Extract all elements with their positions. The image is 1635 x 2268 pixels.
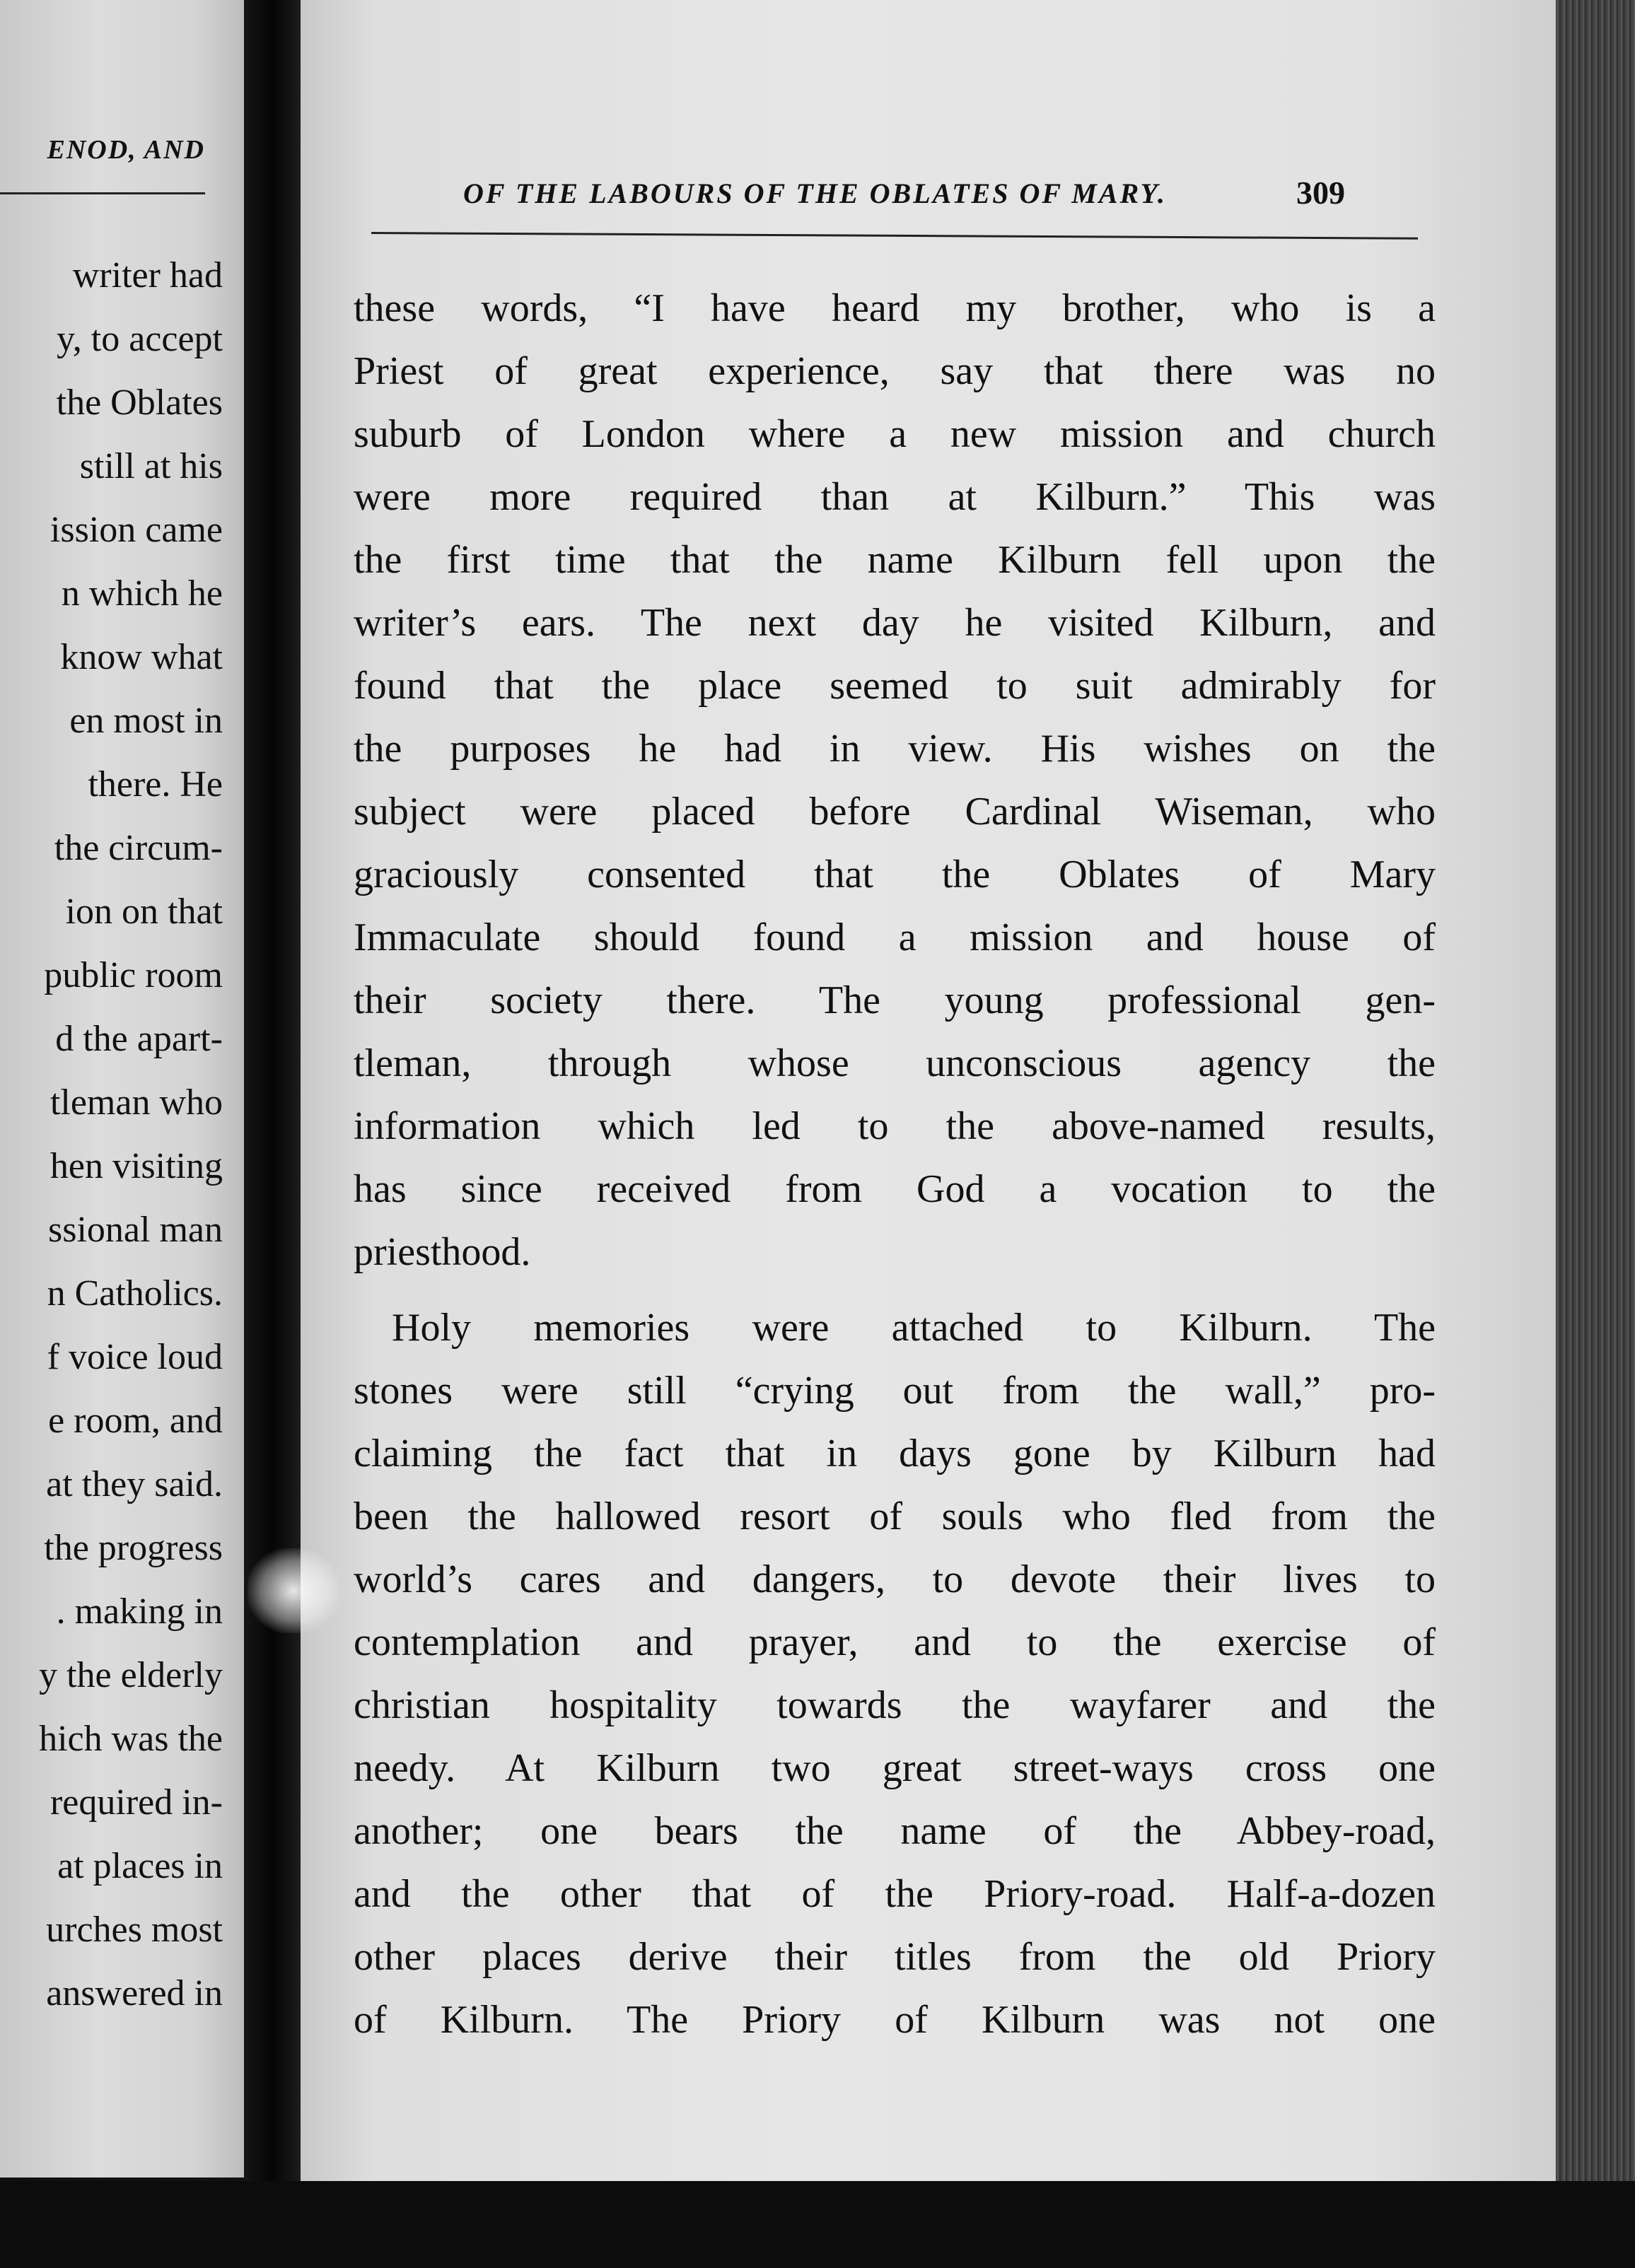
text-line: and the other that of the Priory-road. Half-a-dozen bbox=[354, 1872, 1436, 1916]
scan-bottom-shadow bbox=[0, 2181, 1635, 2268]
text-line: priesthood. bbox=[354, 1230, 531, 1274]
left-text-line: ssional man bbox=[48, 1210, 223, 1250]
text-line: Holy memories were attached to Kilburn. The bbox=[392, 1306, 1436, 1350]
text-line: christian hospitality towards the wayfarer and the bbox=[354, 1683, 1436, 1727]
running-head: OF THE LABOURS OF THE OBLATES OF MARY. bbox=[463, 177, 1167, 209]
paper-stain bbox=[248, 1548, 339, 1633]
left-text-line: required in- bbox=[50, 1782, 223, 1823]
paragraph-2 bbox=[354, 1297, 1436, 2052]
text-line: other places derive their titles from the old Priory bbox=[354, 1935, 1436, 1979]
left-text-line: ion on that bbox=[65, 892, 223, 932]
left-text-line: hich was the bbox=[39, 1719, 223, 1759]
text-line: contemplation and prayer, and to the exercise of bbox=[354, 1620, 1436, 1664]
page-body-text bbox=[354, 277, 1436, 2052]
left-text-line: ission came bbox=[50, 510, 223, 550]
left-page bbox=[0, 0, 244, 2178]
text-line: needy. At Kilburn two great street-ways cross one bbox=[354, 1746, 1436, 1790]
left-text-line: n Catholics. bbox=[47, 1273, 223, 1314]
left-text-line: en most in bbox=[69, 701, 223, 741]
left-text-line: answered in bbox=[46, 1973, 223, 2013]
left-text-line: public room bbox=[44, 955, 223, 995]
text-line: the first time that the name Kilburn fell upon the bbox=[354, 538, 1436, 582]
left-text-line: f voice loud bbox=[47, 1337, 223, 1377]
book-gutter bbox=[244, 0, 301, 2268]
text-line: the purposes he had in view. His wishes on the bbox=[354, 727, 1436, 771]
left-text-line: hen visiting bbox=[50, 1146, 223, 1186]
left-text-line: writer had bbox=[72, 255, 223, 296]
left-text-line: still at his bbox=[79, 446, 223, 486]
page-number: 309 bbox=[1296, 175, 1345, 211]
text-line: found that the place seemed to suit admirably for bbox=[354, 664, 1436, 708]
left-text-line: y, to accept bbox=[57, 319, 223, 359]
text-line: tleman, through whose unconscious agency the bbox=[354, 1041, 1436, 1085]
left-text-line: d the apart- bbox=[55, 1019, 223, 1059]
left-text-line: urches most bbox=[46, 1910, 223, 1950]
paragraph-1 bbox=[354, 277, 1436, 1284]
text-line: these words, “I have heard my brother, who is a bbox=[354, 286, 1436, 330]
left-text-line: at they said. bbox=[46, 1464, 223, 1504]
page-block-edge bbox=[1556, 0, 1635, 2268]
left-running-head: ENOD, AND bbox=[47, 135, 205, 165]
text-line: their society there. The young professional gen- bbox=[354, 978, 1436, 1022]
left-text-line: at places in bbox=[57, 1846, 223, 1886]
text-line: Priest of great experience, say that there was no bbox=[354, 349, 1436, 393]
text-line: of Kilburn. The Priory of Kilburn was not one bbox=[354, 1998, 1436, 2042]
left-text-line: the Oblates bbox=[56, 382, 223, 423]
text-line: Immaculate should found a mission and house of bbox=[354, 916, 1436, 959]
text-line: been the hallowed resort of souls who fled from the bbox=[354, 1495, 1436, 1538]
text-line: another; one bears the name of the Abbey-road, bbox=[354, 1809, 1436, 1853]
left-text-line: . making in bbox=[56, 1591, 223, 1632]
left-text-line: there. He bbox=[88, 764, 223, 805]
left-text-line: the circum- bbox=[54, 828, 223, 868]
head-rule bbox=[371, 232, 1418, 240]
paragraph-gap bbox=[354, 1284, 1436, 1297]
text-line: graciously consented that the Oblates of Mary bbox=[354, 853, 1436, 896]
left-text-line: tleman who bbox=[50, 1082, 223, 1123]
left-text-line: the progress bbox=[44, 1528, 223, 1568]
text-line: world’s cares and dangers, to devote their lives to bbox=[354, 1557, 1436, 1601]
left-page-text bbox=[0, 244, 223, 2026]
left-head-rule bbox=[0, 192, 205, 194]
text-line: has since received from God a vocation to the bbox=[354, 1167, 1436, 1211]
text-line: writer’s ears. The next day he visited Kilburn, and bbox=[354, 601, 1436, 645]
left-text-line: e room, and bbox=[48, 1401, 223, 1441]
left-text-line: know what bbox=[60, 637, 223, 677]
text-line: were more required than at Kilburn.” This was bbox=[354, 475, 1436, 519]
text-line: stones were still “crying out from the wall,” pro- bbox=[354, 1369, 1436, 1413]
text-line: subject were placed before Cardinal Wiseman, who bbox=[354, 790, 1436, 834]
text-line: information which led to the above-named results, bbox=[354, 1104, 1436, 1148]
text-line: suburb of London where a new mission and church bbox=[354, 412, 1436, 456]
right-page bbox=[301, 0, 1556, 2185]
text-line: claiming the fact that in days gone by Kilburn had bbox=[354, 1432, 1436, 1475]
left-text-line: n which he bbox=[61, 573, 223, 614]
left-text-line: y the elderly bbox=[39, 1655, 223, 1695]
